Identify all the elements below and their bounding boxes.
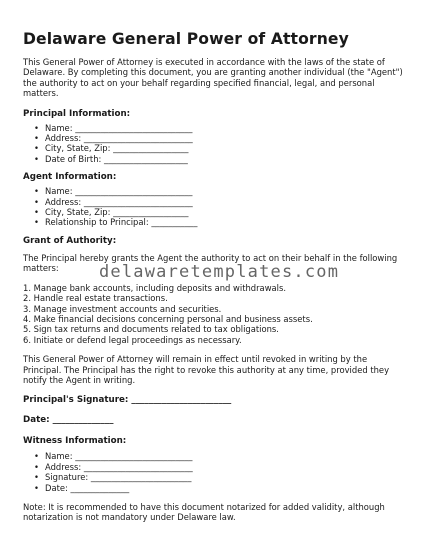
principal-signature-line: Principal's Signature: _______________________: [23, 395, 232, 406]
power-item: 2. Handle real estate transactions.: [23, 293, 168, 304]
grant-heading: Grant of Authority:: [23, 235, 117, 246]
witness-address-field: • Address: __________________________: [23, 462, 408, 472]
principal-name-field: • Name: ____________________________: [23, 123, 408, 133]
witness-signature-field: • Signature: ________________________: [23, 472, 408, 482]
witness-name-field: • Name: ____________________________: [23, 451, 408, 461]
power-item: 6. Initiate or defend legal proceedings as necessary.: [23, 334, 242, 345]
agent-city-field: • City, State, Zip: __________________: [23, 207, 408, 217]
agent-heading: Agent Information:: [23, 172, 117, 183]
witness-fields-list: [23, 451, 408, 493]
grant-paragraph: The Principal hereby grants the Agent the authority to act on their behalf in the following matters:: [23, 252, 398, 274]
principal-dob-field: • Date of Birth: ____________________: [23, 154, 408, 164]
witness-heading: Witness Information:: [23, 436, 127, 447]
signature-date-line: Date: ______________: [23, 415, 114, 426]
principal-fields-list: [23, 123, 408, 165]
power-item: 3. Manage investment accounts and securities.: [23, 303, 222, 314]
power-item: 1. Manage bank accounts, including deposits and withdrawals.: [23, 282, 287, 293]
notary-note: Note: It is recommended to have this document notarized for added validity, although notarization is not mandatory under Delaware law.: [23, 501, 385, 523]
power-item: 4. Make financial decisions concerning personal and business assets.: [23, 313, 313, 324]
principal-city-field: • City, State, Zip: __________________: [23, 143, 408, 153]
agent-name-field: • Name: ____________________________: [23, 186, 408, 196]
powers-list: [23, 283, 408, 345]
document-title: Delaware General Power of Attorney: [23, 30, 349, 48]
duration-paragraph: This General Power of Attorney will remain in effect until revoked in writing by the Principal. The Principal has the right to revoke this authority at any time, provided they notify the Agent in writing.: [23, 354, 390, 385]
agent-fields-list: [23, 186, 408, 228]
agent-relationship-field: • Relationship to Principal: ___________: [23, 217, 408, 227]
power-item: 5. Sign tax returns and documents related to tax obligations.: [23, 324, 279, 335]
principal-heading: Principal Information:: [23, 108, 131, 119]
agent-address-field: • Address: __________________________: [23, 197, 408, 207]
witness-date-field: • Date: ______________: [23, 483, 408, 493]
principal-address-field: • Address: __________________________: [23, 133, 408, 143]
intro-paragraph: This General Power of Attorney is executed in accordance with the laws of the state of Delaware. By completing this document, you are granting another individual (the "Agent") the authority to act on your behalf regarding specified financial, legal, and personal matters.: [23, 57, 403, 99]
watermark-text: delawaretemplates.com: [99, 262, 340, 282]
